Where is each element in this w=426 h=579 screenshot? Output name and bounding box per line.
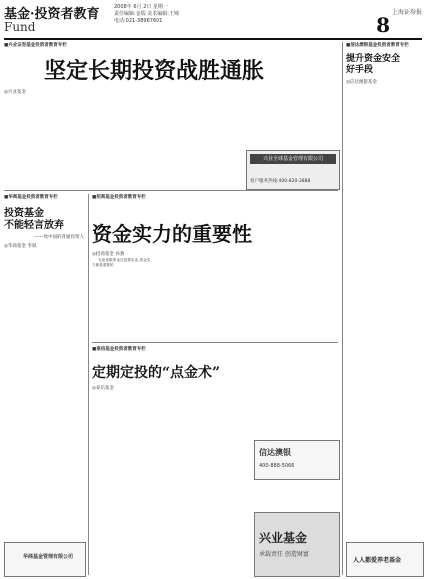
editor-line: 责任编辑:金瑞 美术编辑:王锦 [114,11,179,17]
cinda-name: 信达澳银 [259,448,291,457]
investor-kicker: ■华商基金投资者教育专栏 [4,195,58,200]
xingye-hotline: 客户服务热线:400-820-2888 [250,179,311,184]
fixed-byline: ◎泰信基金 [92,386,114,391]
xingye-company: 兴业全球基金管理有限公司 [250,154,336,164]
cinda-hotline: 400-888-5066 [259,463,295,469]
xingye-big-ad [254,512,340,577]
fixed-kicker: ■泰信基金投资者教育专栏 [92,347,146,352]
fixed-article [92,346,338,391]
renshou-ad [346,542,424,577]
paper-name: 上海证券报 [391,9,422,16]
top-article-body [4,94,242,186]
investor-byline: ◎华商基金 李斌 [4,244,37,249]
investor-article [4,194,84,249]
xingye-fund-ad [246,150,340,190]
masthead [4,3,422,37]
top-byline: ◎兴业基金 [4,90,26,95]
right-article [346,42,422,85]
contact-line: 电话:021-38967601 [114,18,163,24]
top-article [4,42,334,95]
right-headline: 提升资金安全 好手段 [346,54,401,75]
investor-subhead: ——致中国的普通投资人 [34,235,84,240]
fixed-headline: 定期定投的“点金术” [92,365,221,381]
capital-kicker: ■招商基金投资者教育专栏 [92,195,146,200]
top-kicker: ■兴业证券基金投资者教育专栏 [4,43,67,48]
capital-caption: 无论是做资金还是做实业,资金实力都是重要的 [92,258,151,267]
section-title: 基金·投资者教育 [4,7,100,22]
cinda-ad [254,440,340,480]
xingye-big-slogan: 承载责任 创造财富 [259,551,309,558]
masthead-info [114,4,179,25]
huashang-ad [4,542,86,577]
capital-byline: ◎招商基金 孙燕 [92,252,125,257]
divider [92,342,338,343]
right-kicker: ■信达澳银基金投资者教育专栏 [346,43,409,48]
top-headline: 坚定长期投资战胜通胀 [44,58,265,84]
page-number: 8 [376,13,390,37]
right-byline: ◎信达澳银基金 [346,80,377,85]
divider [88,194,89,575]
masthead-rule [4,38,422,40]
xingye-big-name: 兴业基金 [259,531,308,545]
huashang-name: 华商基金管理有限公司 [23,554,74,560]
capital-headline: 资金实力的重要性 [92,222,252,246]
investor-body [4,262,84,537]
date-line: 2008年 6月 2日 星期一 [114,4,168,10]
divider [4,190,338,191]
right-body [346,92,422,537]
investor-headline: 投资基金 不能轻言放弃 [4,208,64,231]
capital-article [92,194,338,257]
renshou-name: 人人都爱养老基金 [353,557,402,564]
divider [342,42,343,575]
fund-label: Fund [4,20,36,34]
capital-body [92,258,338,338]
